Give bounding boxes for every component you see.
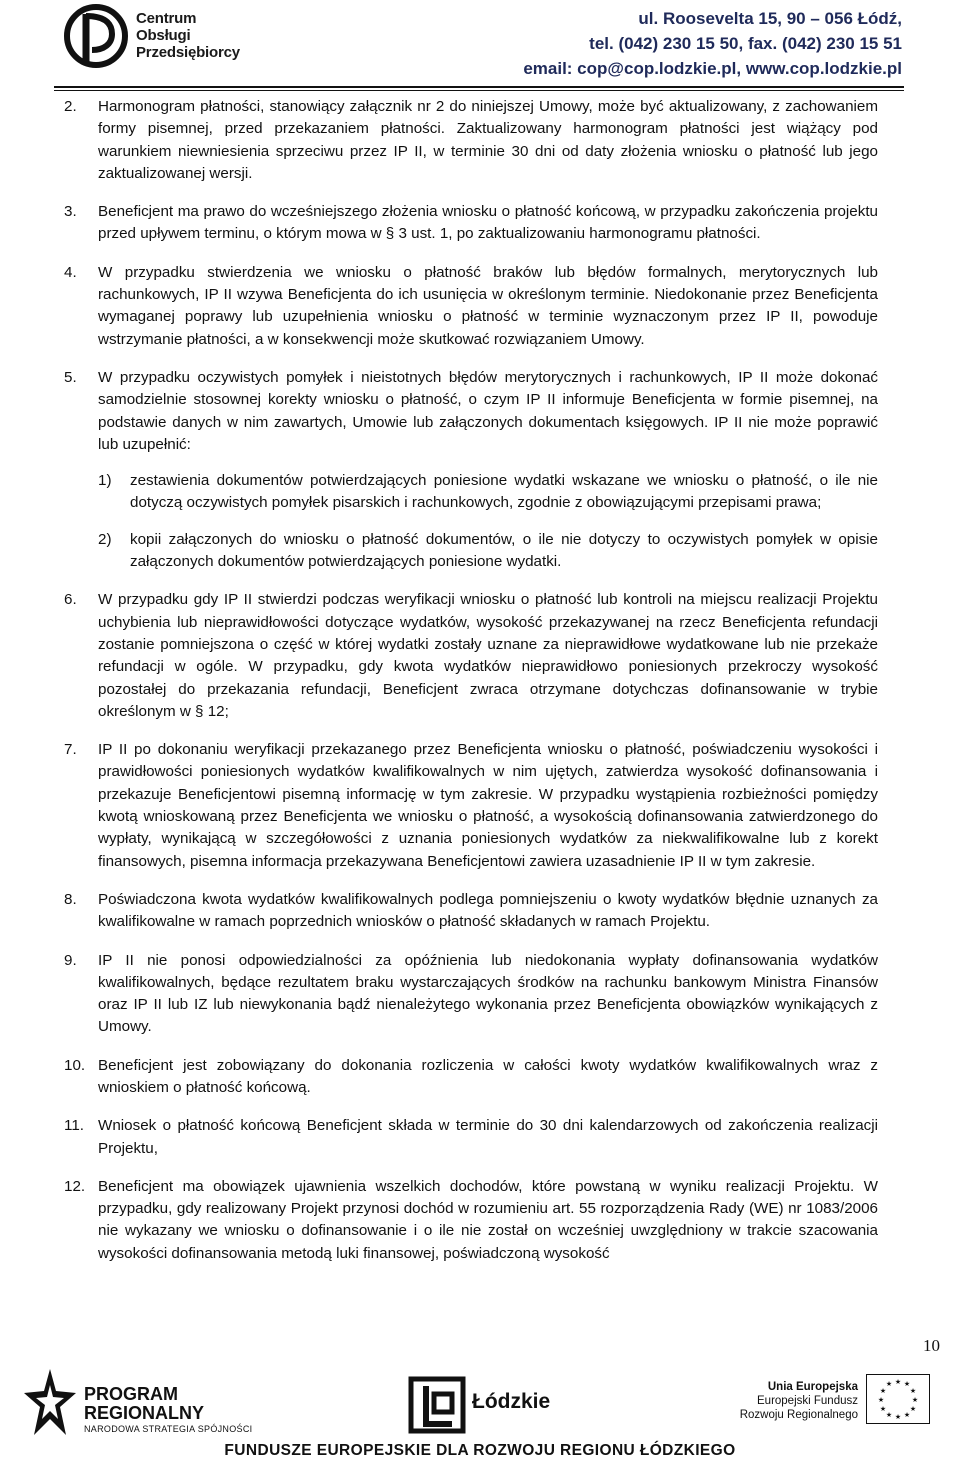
item-text: W przypadku oczywistych pomyłek i nieistotnych błędów merytorycznych i rachunkowych, IP II może dokonać samodzielnie stosownej korekty wniosku o płatność, o czym IP II informuje Beneficjenta w formie pisemnej, na podstawie danych w nim zawartych, Umowie lub załączonych dokumentach księgowych. IP II nie może poprawić lub uzupełnić:	[98, 368, 878, 453]
item-number: 11.	[64, 1117, 84, 1135]
contact-block	[523, 6, 902, 81]
list-item	[60, 889, 878, 934]
svg-text:★: ★	[909, 1387, 917, 1395]
list-item	[60, 96, 878, 185]
svg-text:★: ★	[911, 1396, 919, 1404]
svg-text:★: ★	[903, 1380, 911, 1388]
page-number: 10	[923, 1336, 940, 1355]
page-header	[0, 0, 960, 95]
list-item	[60, 1055, 878, 1100]
item-text: W przypadku stwierdzenia we wniosku o płatność braków lub błędów formalnych, merytorycznych lub rachunkowych, IP II wzywa Beneficjenta do ich usunięcia w określonym terminie. Niedokonanie przez Beneficjenta wymaganej poprawy lub uzupełnienia wniosku o płatność w terminie wyznaczonym przez IP II, powoduje wstrzymanie płatności, a w konsekwencji może skutkować rozwiązaniem Umowy.	[98, 263, 878, 348]
contact-email: email: cop@cop.lodzkie.pl, www.cop.lodzkie.pl	[523, 59, 902, 78]
item-text: IP II po dokonaniu weryfikacji przekazanego przez Beneficjenta wniosku o płatność, poświadczeniu wysokości i prawidłowości poniesionych wydatków kwalifikowalnych w nim ujętych, zatwierdza wysokość dofinansowania i przekazuje Beneficjentowi pisemną informację w tym zakresie. W przypadku wystąpienia rozbieżności pomiędzy kwotą wnioskowaną przez Beneficjenta we wniosku o płatność, a wysokością dofinansowania zatwierdzonego do wypłaty, wynikającą w szczegółowości z uznania poniesionych wydatków za niekwalifikowalne lub z korekt finansowych, pisemna informacja przekazywana Beneficjentowi zawiera uzasadnienie IP II w tym zakresie.	[98, 741, 878, 870]
cop-logo	[64, 2, 264, 72]
sub-item	[98, 470, 878, 515]
item-number: 8.	[64, 890, 77, 908]
logo-line-2: Obsługi	[136, 27, 191, 44]
svg-text:★: ★	[879, 1405, 887, 1413]
list-item	[60, 739, 878, 873]
list-item	[60, 262, 878, 351]
item-number: 6.	[64, 591, 77, 609]
list-item	[60, 950, 878, 1039]
item-number: 3.	[64, 203, 77, 221]
logo-line-1: Centrum	[136, 10, 197, 27]
lodzkie-logo	[408, 1376, 578, 1436]
program-line-2: REGIONALNY	[84, 1403, 205, 1423]
program-line-1: PROGRAM	[84, 1384, 178, 1404]
svg-text:★: ★	[877, 1396, 885, 1404]
list-item	[60, 201, 878, 246]
svg-text:★: ★	[894, 1413, 902, 1421]
svg-text:★: ★	[909, 1405, 917, 1413]
svg-text:★: ★	[885, 1411, 893, 1419]
sub-item-number: 2)	[98, 530, 112, 548]
sub-item-text: zestawienia dokumentów potwierdzających poniesione wydatki wskazane we wniosku o płatność, o ile nie dotyczą oczywistych pomyłek pisarskich i rachunkowych, zgodnie z obowiązującymi przepisami prawa;	[130, 472, 878, 512]
item-number: 4.	[64, 263, 77, 281]
eu-text	[734, 1380, 858, 1422]
item-number: 7.	[64, 741, 77, 759]
header-rule-thin	[54, 90, 904, 91]
svg-text:★: ★	[879, 1387, 887, 1395]
list-item	[60, 1115, 878, 1160]
document-body	[60, 96, 878, 1281]
list-item	[60, 1176, 878, 1265]
item-number: 2.	[64, 98, 77, 115]
eu-line-3: Rozwoju Regionalnego	[739, 1409, 858, 1421]
cop-logo-icon	[64, 2, 128, 70]
sub-item-text: kopii załączonych do wniosku o płatność dokumentów, o ile nie dotyczy to oczywistych pomyłek w opisie załączonych dokumentów potwierdzających poniesione wydatki.	[130, 530, 878, 571]
svg-text:★: ★	[885, 1380, 893, 1388]
item-text: Beneficjent ma prawo do wcześniejszego złożenia wniosku o płatność końcową, w przypadku zakończenia projektu przed upływem terminu, o którym mowa w § 3 ust. 1, po zaktualizowaniu harmonogramu płatności.	[98, 203, 878, 243]
cop-logo-text	[136, 10, 240, 61]
list-item	[60, 367, 878, 573]
header-rule	[54, 86, 904, 88]
program-star-icon	[22, 1367, 78, 1439]
item-number: 5.	[64, 368, 77, 386]
footer-logos	[0, 1362, 960, 1442]
lodzkie-emblem-icon	[408, 1376, 466, 1434]
contact-address: ul. Roosevelta 15, 90 – 056 Łódź,	[638, 9, 902, 28]
eu-logo	[700, 1372, 940, 1436]
program-text	[84, 1385, 252, 1436]
item-text: Wniosek o płatność końcową Beneficjent składa w terminie do 30 dni kalendarzowych od zakończenia realizacji Projektu,	[98, 1117, 878, 1157]
item-text: IP II nie ponosi odpowiedzialności za opóźnienia lub niedokonania wypłaty dofinansowania wydatków kwalifikowalnych, będące rezultatem braku wystarczających środków na rachunku bankowym Ministra Finansów oraz IP II lub IZ lub niewykonania bądź nienależytego wykonania przez Beneficjenta obowiązków wynikających z Umowy.	[98, 951, 878, 1036]
lodzkie-label: Łódzkie	[472, 1390, 551, 1413]
program-regionalny-logo	[22, 1367, 262, 1439]
eu-line-1: Unia Europejska	[767, 1381, 858, 1393]
logo-line-3: Przedsiębiorcy	[136, 44, 240, 61]
footer-caption: FUNDUSZE EUROPEJSKIE DLA ROZWOJU REGIONU ŁÓDZKIEGO	[224, 1442, 736, 1459]
contact-phone: tel. (042) 230 15 50, fax. (042) 230 15 51	[589, 34, 902, 53]
svg-text:★: ★	[903, 1411, 911, 1419]
item-number: 12.	[64, 1177, 86, 1195]
item-text: Harmonogram płatności, stanowiący załącznik nr 2 do niniejszej Umowy, może być aktualizowany, z zachowaniem formy pisemnej, przed przekazaniem płatności. Zaktualizowany harmonogram płatności jest wiążący pod warunkiem niewniesienia sprzeciwu przez IP II, w terminie 30 dni od daty złożenia wniosku o płatność lub jego zaktualizowanej wersji.	[98, 98, 878, 182]
list-item	[60, 589, 878, 723]
svg-text:★: ★	[894, 1378, 902, 1386]
item-number: 10.	[64, 1056, 86, 1074]
eu-flag-icon	[866, 1374, 930, 1424]
sub-item-number: 1)	[98, 472, 112, 490]
sub-item	[98, 529, 878, 574]
item-text: Beneficjent ma obowiązek ujawnienia wszelkich dochodów, które powstaną w wyniku realizacji Projektu. W przypadku, gdy realizowany Projekt przynosi dochód w rozumieniu art. 55 rozporządzenia Rady (WE) nr 1083/2006 nie wykazany we wniosku o dofinansowanie i o ile nie został on wcześniej uwzględniony w trakcie szacowania wysokości dofinansowania metodą luki finansowej, poświadczoną wysokość	[98, 1177, 878, 1262]
item-text: W przypadku gdy IP II stwierdzi podczas weryfikacji wniosku o płatność lub kontroli na miejscu realizacji Projektu uchybienia lub nieprawidłowości dotyczące wydatków, wysokość przekazywanej na rzecz Beneficjenta refundacji zostanie pomniejszona o część w której wydatki zostały uznane za nieprawidłowe wydatkowane lub nie przekaże refundacji w ogóle. W przypadku, gdy kwota wydatków nieprawidłowo poniesionych przekroczy wysokość pozostałej do przekazania refundacji, Beneficjent zwraca otrzymane dotychczas dofinansowanie w trybie określonym w § 12;	[98, 591, 878, 720]
eu-line-2: Europejski Fundusz	[757, 1395, 858, 1407]
item-number: 9.	[64, 951, 77, 969]
item-text: Beneficjent jest zobowiązany do dokonania rozliczenia w całości kwoty wydatków kwalifikowalnych wraz z wnioskiem o płatność końcową.	[98, 1056, 878, 1096]
item-text: Poświadczona kwota wydatków kwalifikowalnych podlega pomniejszeniu o kwoty wydatków błędnie uznanych za kwalifikowalne w ramach poprzednich wniosków o płatność składanych w ramach Projektu.	[98, 890, 878, 931]
program-line-3: NARODOWA STRATEGIA SPÓJNOŚCI	[84, 1424, 253, 1434]
